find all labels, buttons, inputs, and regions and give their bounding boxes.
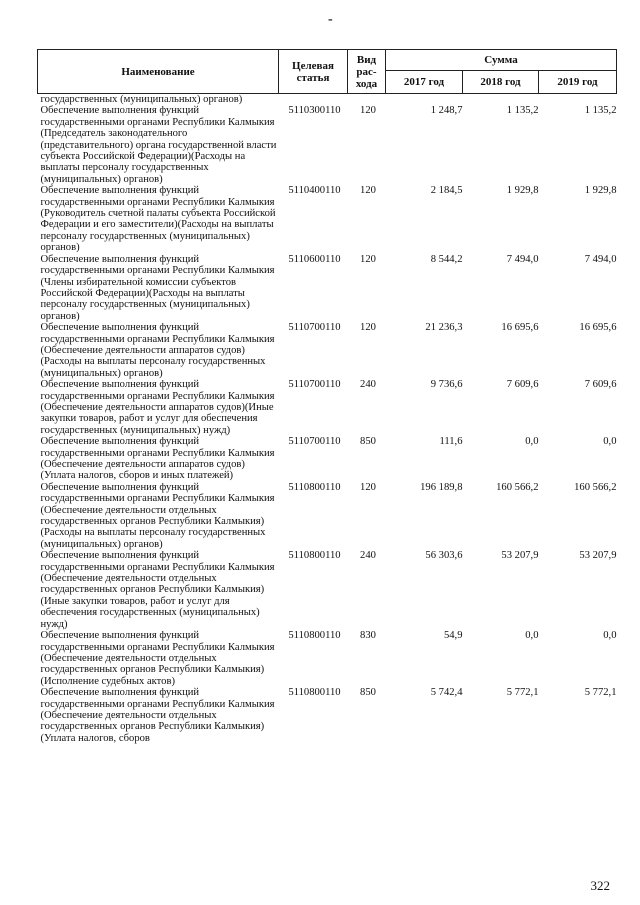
row-2018: 1 929,8 [506,185,539,197]
row-2018: 5 772,1 [506,687,539,699]
budget-table [37,49,617,744]
header-target: Целевая статья [279,50,348,94]
page-number: 322 [590,878,610,893]
row-name: Обеспечение выполнения функций государственными органами Республики Калмыкия (Члены избирательной комиссии субъектов Российской Федерации)(Расходы на выплаты персоналу государственных (муниципальных) органов) [40,253,275,322]
header-kind: Вид рас-хода [348,50,386,94]
row-2018: 0,0 [525,630,539,642]
row-2019: 1 135,2 [584,105,617,117]
row-2017: 21 236,3 [425,322,463,334]
row-2019: 16 695,6 [579,322,617,334]
row-name: государственных (муниципальных) органов) [40,94,243,105]
row-2018: 53 207,9 [501,550,539,562]
row-2018 [463,94,539,106]
row-2019 [539,94,617,106]
row-code: 5110800110 [288,550,341,562]
table-row [38,482,617,550]
row-name: Обеспечение выполнения функций государственными органами Республики Калмыкия (Обеспечение деятельности аппаратов судов)(Уплата налогов, сборов и иных платежей) [40,436,275,482]
table-row [38,254,617,322]
header-year-2017: 2017 год [386,71,463,94]
row-2019: 5 772,1 [584,687,617,699]
row-2017: 2 184,5 [430,185,463,197]
row-2018: 160 566,2 [496,481,539,493]
row-2018: 16 695,6 [501,322,539,334]
row-2017: 8 544,2 [430,253,463,265]
row-2019: 53 207,9 [579,550,617,562]
table-header [38,50,617,94]
row-2017 [386,94,463,106]
row-name: Обеспечение выполнения функций государственными органами Республики Калмыкия (Руководитель счетной палаты субъекта Российской Федерации и его заместители)(Расходы на выплаты персоналу государственных (муниципальных) органов) [40,185,276,254]
row-code: 5110700110 [288,379,341,391]
table-row [38,185,617,253]
row-2018: 7 609,6 [506,379,539,391]
row-name: Обеспечение выполнения функций государственными органами Республики Калмыкия (Обеспечение деятельности отдельных государственных органов Республики Калмыкия)(Уплата налогов, сборов [40,687,275,744]
row-kind: 850 [360,687,376,699]
row-2017: 196 189,8 [420,481,463,493]
table-body [38,94,617,745]
row-2019: 160 566,2 [574,481,617,493]
row-2018: 0,0 [525,436,539,448]
row-kind: 120 [360,105,376,117]
row-kind: 850 [360,436,376,448]
row-code: 5110700110 [288,436,341,448]
row-name: Обеспечение выполнения функций государственными органами Республики Калмыкия (Обеспечение деятельности отдельных государственных органов Республики Калмыкия)(Исполнение судебных актов) [40,630,275,687]
row-kind: 240 [360,550,376,562]
row-name: Обеспечение выполнения функций государственными органами Республики Калмыкия (Обеспечение деятельности аппаратов судов)(Расходы на выплаты персоналу государственных (муниципальных) органов) [40,322,275,379]
table-row [38,550,617,630]
row-code: 5110800110 [288,481,341,493]
page-mark: - [328,12,333,27]
row-2017: 5 742,4 [430,687,463,699]
row-2019: 0,0 [603,630,617,642]
table-row [38,379,617,436]
row-kind: 830 [360,630,376,642]
row-code: 5110800110 [288,687,341,699]
row-kind: 120 [360,185,376,197]
row-kind: 120 [360,322,376,334]
row-2019: 1 929,8 [584,185,617,197]
table-row [38,105,617,185]
row-name: Обеспечение выполнения функций государственными органами Республики Калмыкия (Обеспечение деятельности аппаратов судов)(Иные закупки товаров, работ и услуг для обеспечения государственных (муниципальных) нужд) [40,379,275,436]
table-row [38,436,617,482]
table-row [38,687,617,744]
row-kind: 120 [360,253,376,265]
table-row [38,630,617,687]
row-2017: 56 303,6 [425,550,463,562]
row-code [279,94,348,106]
row-kind [348,94,386,106]
row-2017: 111,6 [439,436,463,448]
header-name: Наименование [38,50,279,94]
row-name: Обеспечение выполнения функций государственными органами Республики Калмыкия (Обеспечение деятельности отдельных государственных органов Республики Калмыкия)(Расходы на выплаты персоналу государственных (муниципальных) органов) [40,481,275,550]
row-code: 5110700110 [288,322,341,334]
header-sum: Сумма [386,50,617,71]
row-2019: 7 609,6 [584,379,617,391]
row-name: Обеспечение выполнения функций государственными органами Республики Калмыкия (Председатель законодательного (представительного) органа государственной власти субъекта Российской Федерации)(Расходы на выплаты персоналу государственных (муниципальных) органов) [40,105,277,185]
header-year-2019: 2019 год [539,71,617,94]
row-code: 5110300110 [288,105,341,117]
row-2019: 0,0 [603,436,617,448]
table-row [38,322,617,379]
row-code: 5110600110 [288,253,341,265]
row-kind: 240 [360,379,376,391]
row-code: 5110400110 [288,185,341,197]
table-row [38,94,617,106]
row-2018: 1 135,2 [506,105,539,117]
header-year-2018: 2018 год [463,71,539,94]
row-2017: 9 736,6 [430,379,463,391]
row-2018: 7 494,0 [506,253,539,265]
row-2017: 54,9 [443,630,463,642]
row-2019: 7 494,0 [584,253,617,265]
row-name: Обеспечение выполнения функций государственными органами Республики Калмыкия (Обеспечение деятельности отдельных государственных органов Республики Калмыкия)(Иные закупки товаров, работ и услуг для обеспечения государственных (муниципальных) нужд) [40,550,275,630]
row-kind: 120 [360,481,376,493]
row-2017: 1 248,7 [430,105,463,117]
row-code: 5110800110 [288,630,341,642]
